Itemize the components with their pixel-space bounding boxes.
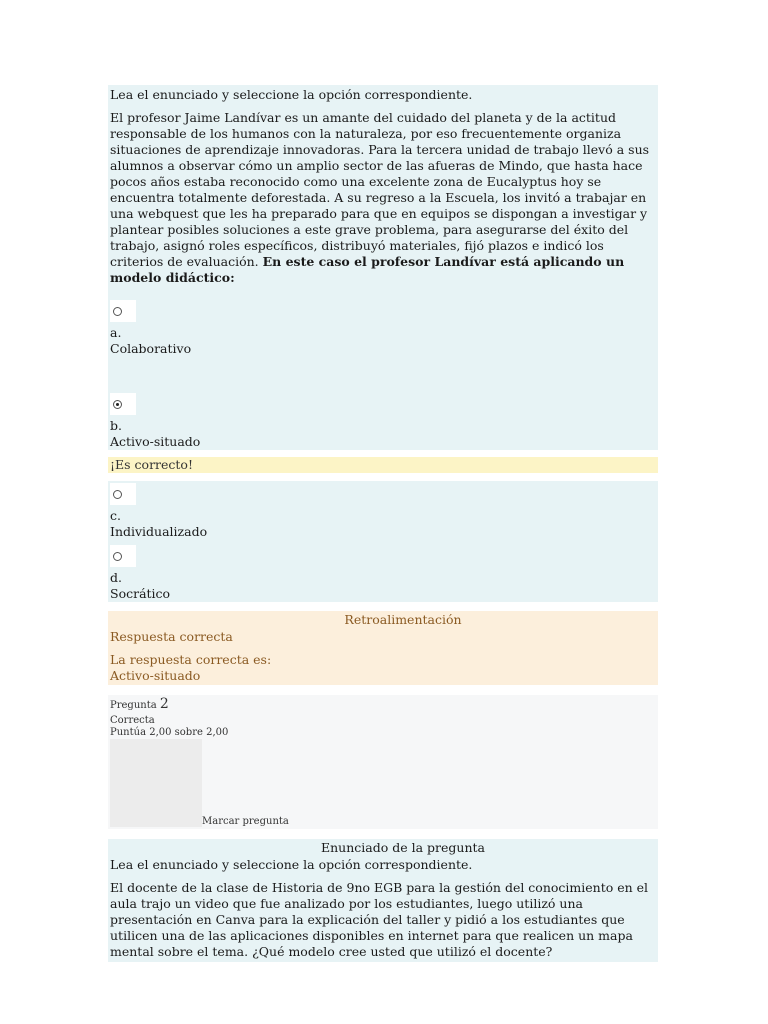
- radio-button-b-selected[interactable]: [113, 400, 122, 409]
- question-number-label: Pregunta: [110, 700, 157, 711]
- question-2-text-block: [108, 839, 658, 962]
- option-letter: b.: [110, 418, 122, 433]
- radio-container[interactable]: [110, 300, 136, 322]
- radio-button-a[interactable]: [113, 307, 122, 316]
- question-grade: Puntúa 2,00 sobre 2,00: [110, 727, 229, 738]
- quiz-review-page: [108, 85, 658, 962]
- question-number-value: 2: [159, 696, 169, 712]
- correct-answer-banner: ¡Es correcto!: [108, 457, 658, 473]
- question-1-text-block: [108, 85, 658, 290]
- option-letter: d.: [110, 570, 122, 585]
- answer-options: [108, 290, 658, 450]
- question-text: [110, 110, 656, 286]
- question-body: El profesor Jaime Landívar es un amante del cuidado del planeta y de la actitud responsable de los humanos con la naturaleza, por eso frecuentemente organiza situaciones de aprendizaje innovadoras. Para la tercera unidad de trabajo llevó a sus alumnos a observar cómo un amplio sector de las afueras de Mindo, que hasta hace pocos años estaba reconocido como una excelente zona de Eucalyptus hoy se encuentra totalmente deforestada. A su regreso a la Escuela, los invitó a trabajar en una webquest que les ha preparado para que en equipos se dispongan a investigar y plantear posibles soluciones a este grave problema, para asegurarse del éxito del trabajo, asignó roles específicos, distribuyó materiales, fijó plazos e indicó los criterios de evaluación.: [110, 110, 650, 269]
- question-instruction: Lea el enunciado y seleccione la opción correspondiente.: [110, 87, 473, 102]
- option-d[interactable]: [108, 545, 658, 602]
- option-label: Individualizado: [110, 524, 208, 539]
- question-heading: Enunciado de la pregunta: [321, 840, 485, 855]
- radio-container[interactable]: [110, 545, 136, 567]
- feedback-result: Respuesta correcta: [110, 629, 233, 644]
- feedback-title: Retroalimentación: [344, 612, 462, 627]
- option-letter: c.: [110, 508, 121, 523]
- option-label: Activo-situado: [110, 434, 201, 449]
- radio-button-c[interactable]: [113, 490, 122, 499]
- option-label: Colaborativo: [110, 341, 192, 356]
- feedback-correct-answer: Activo-situado: [110, 668, 201, 683]
- option-label: Socrático: [110, 586, 171, 601]
- question-state: Correcta: [110, 715, 155, 726]
- option-letter: a.: [110, 325, 122, 340]
- radio-container[interactable]: [110, 393, 136, 415]
- radio-button-d[interactable]: [113, 552, 122, 561]
- flag-question-link[interactable]: Marcar pregunta: [202, 816, 289, 827]
- option-a[interactable]: [108, 300, 658, 393]
- question-number: [110, 698, 169, 712]
- answer-options-continued: [108, 481, 658, 602]
- question-prompt: En este caso el profesor Landívar está aplicando un modelo didáctico:: [110, 254, 625, 285]
- question-text: El docente de la clase de Historia de 9no EGB para la gestión del conocimiento en el aula trajo un video que fue analizado por los estudiantes, luego utilizó una presentación en Canva para la explicación del taller y pidió a los estudiantes que utilicen una de las aplicaciones disponibles en internet para que realicen un mapa mental sobre el tema. ¿Qué modelo cree usted que utilizó el docente?: [110, 880, 649, 959]
- flag-area: [110, 739, 202, 827]
- question-instruction: Lea el enunciado y seleccione la opción correspondiente.: [110, 857, 473, 872]
- option-b[interactable]: [108, 393, 658, 450]
- feedback-panel: [108, 611, 658, 685]
- feedback-correct-label: La respuesta correcta es:: [110, 652, 272, 667]
- radio-container[interactable]: [110, 483, 136, 505]
- option-c[interactable]: [108, 483, 658, 545]
- question-2-info: [108, 695, 658, 829]
